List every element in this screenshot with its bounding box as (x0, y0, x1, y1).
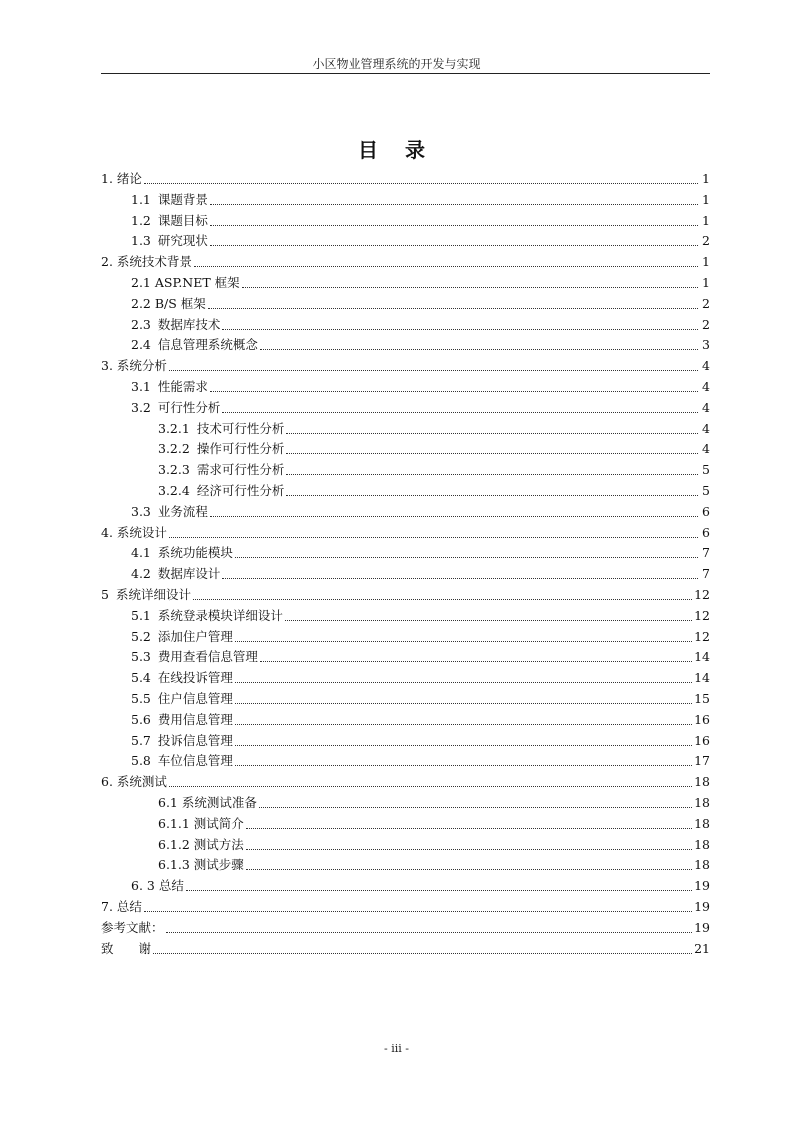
toc-entry-title: 6.1.2 测试方法 (158, 836, 244, 852)
toc-entry (158, 853, 710, 873)
toc-leader-dots (193, 598, 692, 600)
toc-entry-title: 2. 系统技术背景 (101, 254, 192, 270)
toc-entry (131, 500, 710, 520)
toc-entry-title: 系统登录模块详细设计 (157, 607, 283, 623)
toc-entry (131, 687, 710, 707)
toc-entry-number: 5.3 (131, 649, 151, 665)
toc-entry (158, 417, 710, 437)
toc-entry-number: 3.2.4 (158, 483, 190, 498)
toc-entry-page: 6 (702, 503, 710, 519)
toc-leader-dots (260, 660, 692, 662)
toc-entry-title: 7. 总结 (101, 899, 142, 914)
toc-entry-page: 18 (694, 836, 710, 852)
toc-entry-title: 2.2 B/S 框架 (131, 295, 206, 311)
toc-leader-dots (153, 952, 692, 954)
toc-entry-page: 1 (702, 191, 710, 207)
toc-entry-number: 2.3 (131, 316, 151, 332)
toc-entry (101, 167, 710, 187)
toc-entry-title: 费用信息管理 (157, 711, 233, 727)
toc-leader-dots (235, 681, 692, 683)
toc-entry-number: 5.4 (131, 670, 151, 686)
toc-entry (101, 895, 710, 915)
toc-entry (131, 625, 710, 645)
toc-entry-number: 3.2.2 (158, 441, 190, 457)
toc-entry-number: 4.1 (131, 545, 151, 561)
toc-entry-number: 1.1 (131, 191, 151, 207)
toc-leader-dots (235, 723, 692, 725)
toc-leader-dots (222, 328, 698, 330)
toc-entry-title: 6.1.1 测试简介 (158, 815, 244, 831)
toc-leader-dots (210, 390, 698, 392)
toc-entry-page: 19 (694, 899, 710, 914)
toc-entry-title: 致 谢 (101, 940, 152, 956)
toc-entry-number: 5 (101, 587, 109, 602)
toc-entry-title: 课题背景 (157, 191, 208, 207)
toc-leader-dots (210, 224, 698, 226)
toc-entry-title: 信息管理系统概念 (157, 337, 258, 353)
toc-entry (101, 916, 710, 936)
toc-entry-page: 7 (702, 566, 710, 582)
toc-entry-page: 12 (694, 607, 710, 623)
toc-entry (101, 770, 710, 790)
toc-entry-title: 课题目标 (157, 212, 208, 228)
toc-entry-title: 在线投诉管理 (157, 670, 233, 686)
toc-entry-page: 12 (694, 628, 710, 644)
toc-leader-dots (210, 203, 698, 205)
toc-entry-title: 系统功能模块 (157, 545, 233, 561)
toc-entry (101, 354, 710, 374)
toc-entry-number: 3.2 (131, 399, 151, 415)
toc-entry-page: 18 (694, 774, 710, 790)
toc-entry-page: 7 (702, 545, 710, 561)
toc-leader-dots (235, 640, 692, 642)
toc-leader-dots (222, 411, 698, 413)
toc-entry-page: 5 (702, 462, 710, 478)
toc-leader-dots (222, 577, 698, 579)
toc-entry-number: 1.2 (131, 212, 151, 228)
toc-entry-title: 系统详细设计 (115, 587, 191, 602)
toc-entry-page: 4 (702, 441, 710, 457)
toc-entry-title: 6.1 系统测试准备 (158, 795, 257, 810)
toc-entry (131, 645, 710, 665)
toc-entry-page: 16 (694, 711, 710, 727)
toc-entry-number: 3.2.3 (158, 462, 190, 478)
toc-leader-dots (144, 910, 692, 912)
toc-entry (158, 479, 710, 499)
toc-entry-title: 数据库技术 (157, 316, 221, 332)
toc-leader-dots (166, 931, 693, 933)
toc-leader-dots (169, 369, 698, 371)
toc-entry-page: 19 (694, 878, 710, 894)
toc-leader-dots (210, 244, 698, 246)
toc-entry (131, 396, 710, 416)
toc-entry (158, 458, 710, 478)
toc-leader-dots (286, 473, 698, 475)
toc-entry (131, 209, 710, 229)
toc-entry (101, 521, 710, 541)
toc-leader-dots (242, 286, 698, 288)
toc-leader-dots (169, 785, 692, 787)
toc-leader-dots (210, 515, 698, 517)
toc-entry-title: 性能需求 (157, 379, 208, 394)
toc-entry (131, 271, 710, 291)
toc-entry-number: 3.1 (131, 379, 151, 394)
toc-entry-page: 14 (694, 649, 710, 665)
toc-entry-page: 14 (694, 670, 710, 686)
toc-leader-dots (194, 265, 698, 267)
toc-entry-number: 5.7 (131, 732, 151, 748)
toc-entry (131, 229, 710, 249)
toc-entry-title: 投诉信息管理 (157, 732, 233, 748)
toc-entry-page: 16 (694, 732, 710, 748)
header-divider (101, 73, 710, 74)
toc-leader-dots (169, 536, 698, 538)
toc-leader-dots (286, 494, 698, 496)
toc-entry-title: 经济可行性分析 (196, 483, 285, 498)
toc-entry (131, 874, 710, 894)
toc-entry (131, 541, 710, 561)
toc-entry (131, 562, 710, 582)
toc-entry-title: 4. 系统设计 (101, 524, 167, 540)
toc-entry-page: 2 (702, 316, 710, 332)
toc-entry-title: 费用查看信息管理 (157, 649, 258, 665)
toc-entry-title: 可行性分析 (157, 399, 221, 415)
toc-entry-title: 6. 系统测试 (101, 774, 167, 790)
toc-entry-page: 18 (694, 795, 710, 810)
toc-leader-dots (246, 868, 692, 870)
toc-entry-page: 2 (702, 295, 710, 311)
toc-leader-dots (285, 619, 692, 621)
toc-entry-page: 18 (694, 815, 710, 831)
toc-entry-page: 17 (694, 753, 710, 769)
toc-leader-dots (144, 182, 698, 184)
toc-entry (101, 250, 710, 270)
toc-entry-page: 5 (702, 483, 710, 498)
toc-entry-page: 2 (702, 233, 710, 249)
toc-entry-title: 数据库设计 (157, 566, 221, 582)
toc-entry (158, 791, 710, 811)
toc-entry-title: 研究现状 (157, 233, 208, 249)
toc-leader-dots (208, 307, 698, 309)
toc-entry (101, 583, 710, 603)
toc-entry-page: 1 (702, 212, 710, 228)
toc-entry-page: 1 (702, 275, 710, 290)
toc-entry-title: 住户信息管理 (157, 691, 233, 706)
toc-entry-title: 添加住户管理 (157, 628, 233, 644)
toc-entry-title: 1. 绪论 (101, 171, 142, 186)
toc-entry-page: 18 (694, 857, 710, 873)
toc-entry-page: 3 (702, 337, 710, 353)
toc-leader-dots (246, 848, 692, 850)
toc-entry-title: 车位信息管理 (157, 753, 233, 769)
toc-entry (158, 833, 710, 853)
toc-entry-number: 1.3 (131, 233, 151, 249)
toc-entry (131, 292, 710, 312)
toc-entry-title: 业务流程 (157, 503, 208, 519)
toc-entry-page: 4 (702, 358, 710, 374)
toc-entry-number: 3.3 (131, 503, 151, 519)
toc-entry-page: 1 (702, 171, 710, 186)
toc-leader-dots (235, 556, 698, 558)
toc-entry-page: 12 (694, 587, 710, 602)
toc-leader-dots (235, 764, 692, 766)
toc-entry (131, 375, 710, 395)
toc-entry (158, 437, 710, 457)
toc-entry-title: 操作可行性分析 (196, 441, 285, 457)
toc-entry (131, 666, 710, 686)
toc-leader-dots (186, 889, 692, 891)
toc-entry-number: 4.2 (131, 566, 151, 582)
toc-title: 目 录 (358, 138, 435, 162)
toc-entry-title: 需求可行性分析 (196, 462, 285, 478)
toc-entry-page: 4 (702, 420, 710, 436)
toc-entry (131, 749, 710, 769)
toc-entry (131, 333, 710, 353)
toc-entry-number: 5.1 (131, 607, 151, 623)
page-number: - iii - (384, 1042, 409, 1055)
toc-entry-number: 5.8 (131, 753, 151, 769)
toc-entry-page: 19 (694, 919, 710, 935)
toc-entry-number: 5.2 (131, 628, 151, 644)
toc-entry-number: 2.4 (131, 337, 151, 353)
toc-leader-dots (235, 744, 692, 746)
toc-entry-number: 3.2.1 (158, 420, 190, 436)
toc-entry-page: 4 (702, 379, 710, 394)
toc-leader-dots (259, 806, 692, 808)
toc-entry-title: 参考文献： (101, 919, 164, 935)
toc-entry-page: 1 (702, 254, 710, 270)
toc-leader-dots (235, 702, 692, 704)
toc-entry-title: 技术可行性分析 (196, 420, 285, 436)
toc-entry-page: 15 (694, 691, 710, 706)
toc-entry (131, 708, 710, 728)
toc-leader-dots (286, 452, 698, 454)
toc-entry-page: 6 (702, 524, 710, 540)
toc-entry-title: 2.1 ASP.NET 框架 (131, 275, 240, 290)
toc-entry-title: 3. 系统分析 (101, 358, 167, 374)
toc-entry (131, 188, 710, 208)
toc-leader-dots (260, 348, 698, 350)
toc-entry (158, 812, 710, 832)
toc-leader-dots (286, 432, 698, 434)
toc-entry-number: 5.6 (131, 711, 151, 727)
toc-entry-page: 4 (702, 399, 710, 415)
toc-entry (101, 937, 710, 957)
toc-entry (131, 729, 710, 749)
toc-entry-page: 21 (694, 940, 710, 956)
toc-entry-title: 6. 3 总结 (131, 878, 184, 894)
toc-entry-title: 6.1.3 测试步骤 (158, 857, 244, 873)
running-header: 小区物业管理系统的开发与实现 (312, 57, 481, 71)
toc-entry (131, 313, 710, 333)
toc-entry-number: 5.5 (131, 691, 151, 706)
toc-leader-dots (246, 827, 692, 829)
toc-entry (131, 604, 710, 624)
